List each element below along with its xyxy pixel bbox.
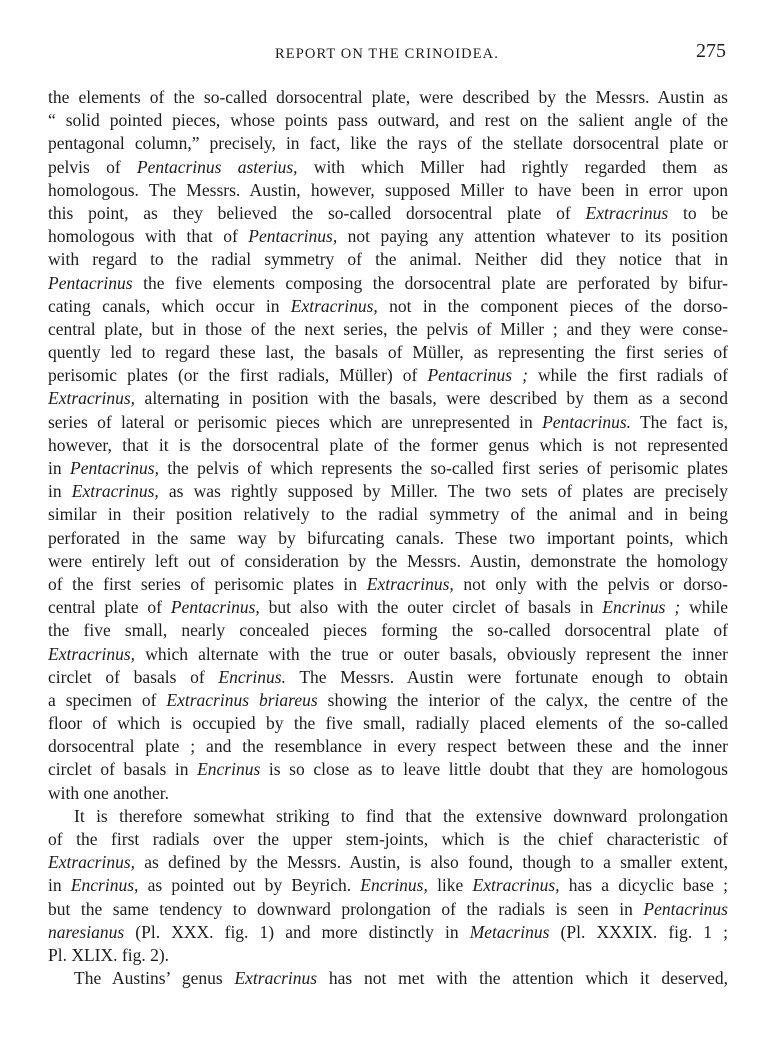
text-line bbox=[48, 387, 728, 410]
italic-text: Encrinus. bbox=[218, 666, 286, 687]
text-line bbox=[48, 735, 728, 758]
text-line bbox=[48, 434, 728, 457]
italic-text: Pentacrinus, bbox=[170, 597, 260, 618]
text-line bbox=[48, 132, 728, 155]
text-line bbox=[48, 967, 728, 990]
text-run: “ solid pointed pieces, whose points pass outward, and rest on the salient angle of the bbox=[48, 110, 728, 131]
italic-text: Pentacrinus asterius, bbox=[136, 156, 298, 177]
text-line bbox=[48, 202, 728, 225]
text-run: as was rightly supposed by Miller. The two sets of plates are precisely bbox=[158, 481, 728, 502]
text-run: while bbox=[680, 597, 728, 618]
text-run: the pelvis of which represents the so-called first series of perisomic plates bbox=[158, 458, 728, 478]
text-run: of the first series of perisomic plates in bbox=[48, 573, 367, 594]
text-run: not paying any attention whatever to its position bbox=[337, 226, 728, 247]
text-line bbox=[48, 573, 728, 596]
page-header bbox=[48, 40, 726, 68]
text-line bbox=[48, 921, 728, 944]
text-run: central plate of bbox=[48, 597, 171, 618]
text-run: Pl. XLIX. fig. 2). bbox=[48, 944, 170, 965]
text-line bbox=[48, 503, 728, 526]
italic-text: Extracrinus, bbox=[366, 573, 454, 594]
text-line bbox=[48, 805, 728, 828]
text-run: dorsocentral plate ; and the resemblance in every respect between these and the inner bbox=[48, 736, 728, 757]
running-head: REPORT ON THE CRINOIDEA. bbox=[275, 46, 499, 62]
text-run: the five elements composing the dorsocentral plate are perforated by bifur- bbox=[132, 272, 728, 293]
text-run: floor of which is occupied by the five small, radially placed elements of the so-called bbox=[48, 713, 728, 734]
italic-text: Extracrinus bbox=[585, 202, 669, 223]
italic-text: Pentacrinus bbox=[643, 898, 728, 919]
italic-text: Extracrinus briareus bbox=[166, 689, 318, 710]
text-line bbox=[48, 295, 728, 318]
text-run: with which Miller had rightly regarded them as bbox=[297, 156, 728, 177]
text-line bbox=[48, 86, 728, 109]
text-line bbox=[48, 712, 728, 735]
italic-text: Metacrinus bbox=[469, 921, 550, 942]
text-line bbox=[48, 225, 728, 248]
text-line bbox=[48, 411, 728, 434]
text-run: series of lateral or perisomic pieces which are unrepresented in bbox=[48, 411, 543, 432]
text-run: this point, as they believed the so-called dorsocentral plate of bbox=[48, 202, 586, 223]
italic-text: Extracrinus, bbox=[48, 852, 136, 873]
text-line bbox=[48, 341, 728, 364]
text-line bbox=[48, 272, 728, 295]
italic-text: Encrinus, bbox=[360, 875, 428, 896]
text-line bbox=[48, 874, 728, 897]
italic-text: Pentacrinus. bbox=[542, 411, 632, 432]
italic-text: Pentacrinus, bbox=[70, 458, 159, 478]
italic-text: Extracrinus, bbox=[71, 481, 159, 502]
italic-text: Pentacrinus bbox=[48, 272, 133, 293]
italic-text: Encrinus bbox=[197, 759, 261, 780]
text-line bbox=[48, 457, 728, 480]
text-run: The Austins’ genus bbox=[74, 968, 235, 989]
text-run: (Pl. XXX. fig. 1) and more distinctly in bbox=[124, 921, 470, 942]
text-run: The Messrs. Austin were fortunate enough to obtain bbox=[285, 666, 728, 687]
text-line bbox=[48, 666, 728, 689]
text-run: The fact is, bbox=[631, 411, 728, 432]
text-run: cating canals, which occur in bbox=[48, 295, 291, 316]
text-line bbox=[48, 643, 728, 666]
italic-text: naresianus bbox=[48, 921, 125, 942]
text-run: has not met with the attention which it deserved, bbox=[317, 968, 728, 989]
text-run: pentagonal column,” precisely, in fact, like the rays of the stellate dorsocentral plate or bbox=[48, 133, 728, 154]
text-line bbox=[48, 248, 728, 271]
text-run: homologous with that of bbox=[48, 226, 249, 247]
italic-text: Pentacrinus ; bbox=[427, 365, 528, 386]
text-run: were entirely left out of consideration by the Messrs. Austin, demonstrate the homology bbox=[48, 550, 728, 571]
text-run: but also with the outer circlet of basals in bbox=[259, 597, 603, 618]
text-run: as pointed out by Beyrich. bbox=[138, 875, 361, 896]
text-run: circlet of basals of bbox=[48, 666, 219, 687]
text-run: which alternate with the true or outer basals, obviously represent the inner bbox=[135, 643, 728, 664]
text-line bbox=[48, 179, 728, 202]
text-run: however, that it is the dorsocentral plate of the former genus which is not represented bbox=[48, 434, 728, 455]
text-run: showing the interior of the calyx, the centre of the bbox=[317, 689, 728, 710]
text-line bbox=[48, 782, 728, 805]
text-line bbox=[48, 156, 728, 179]
text-run: not only with the pelvis or dorso- bbox=[453, 573, 728, 594]
text-line bbox=[48, 318, 728, 341]
body-text bbox=[48, 86, 728, 990]
text-run: It is therefore somewhat striking to find that the extensive downward prolongation bbox=[74, 805, 728, 826]
italic-text: Pentacrinus, bbox=[248, 226, 338, 247]
italic-text: Extracrinus, bbox=[48, 388, 136, 409]
text-run: the elements of the so-called dorsocentral plate, were described by the Messrs. Austin as bbox=[48, 87, 728, 107]
text-run: a specimen of bbox=[48, 689, 167, 710]
italic-text: Extracrinus, bbox=[472, 875, 560, 896]
text-run: not in the component pieces of the dorso- bbox=[377, 295, 728, 316]
italic-text: Encrinus, bbox=[70, 875, 139, 896]
italic-text: Encrinus ; bbox=[602, 597, 681, 618]
text-run: quently led to regard these last, the basals of Müller, as representing the first series of bbox=[48, 342, 728, 363]
text-line bbox=[48, 596, 728, 619]
text-run: central plate, but in those of the next series, the pelvis of Miller ; and they were conse- bbox=[48, 318, 728, 339]
italic-text: Extracrinus bbox=[234, 968, 318, 989]
text-line bbox=[48, 828, 728, 851]
text-run: to be bbox=[668, 202, 728, 223]
text-line bbox=[48, 364, 728, 387]
text-run: perisomic plates (or the first radials, Müller) of bbox=[48, 365, 428, 386]
text-line bbox=[48, 758, 728, 781]
text-run: (Pl. XXXIX. fig. 1 ; bbox=[549, 921, 728, 942]
text-run: with regard to the radial symmetry of the animal. Neither did they notice that in bbox=[48, 249, 728, 270]
text-line bbox=[48, 109, 728, 132]
text-line bbox=[48, 851, 728, 874]
text-line bbox=[48, 550, 728, 573]
text-line bbox=[48, 944, 728, 967]
text-line bbox=[48, 619, 728, 642]
text-run: homologous. The Messrs. Austin, however, supposed Miller to have been in error upon bbox=[48, 179, 728, 200]
text-run: in bbox=[48, 481, 72, 502]
text-run: in bbox=[48, 458, 70, 478]
text-run: is so close as to leave little doubt that they are homologous bbox=[260, 759, 728, 780]
text-run: with one another. bbox=[48, 782, 170, 803]
text-run: of the first radials over the upper stem-joints, which is the chief characteristic of bbox=[48, 829, 728, 849]
italic-text: Extracrinus, bbox=[290, 295, 378, 316]
page-number: 275 bbox=[696, 40, 726, 62]
text-run: has a dicyclic base ; bbox=[559, 875, 728, 896]
text-run: like bbox=[427, 875, 473, 896]
italic-text: Extracrinus, bbox=[48, 643, 136, 664]
text-run: but the same tendency to downward prolongation of the radials is seen in bbox=[48, 898, 644, 919]
text-run: alternating in position with the basals, were described by them as a second bbox=[135, 388, 728, 409]
text-run: circlet of basals in bbox=[48, 759, 198, 780]
text-line bbox=[48, 480, 728, 503]
text-run: as defined by the Messrs. Austin, is also found, though to a smaller extent, bbox=[135, 852, 728, 873]
text-line bbox=[48, 689, 728, 712]
text-run: pelvis of bbox=[48, 156, 137, 177]
text-run: in bbox=[48, 875, 71, 896]
text-run: perforated in the same way by bifurcating canals. These two important points, which bbox=[48, 527, 728, 548]
text-run: similar in their position relatively to the radial symmetry of the animal and in being bbox=[48, 504, 728, 525]
text-run: while the first radials of bbox=[527, 365, 728, 386]
text-line bbox=[48, 527, 728, 550]
text-line bbox=[48, 898, 728, 921]
text-run: the five small, nearly concealed pieces forming the so-called dorsocentral plate of bbox=[48, 620, 728, 641]
